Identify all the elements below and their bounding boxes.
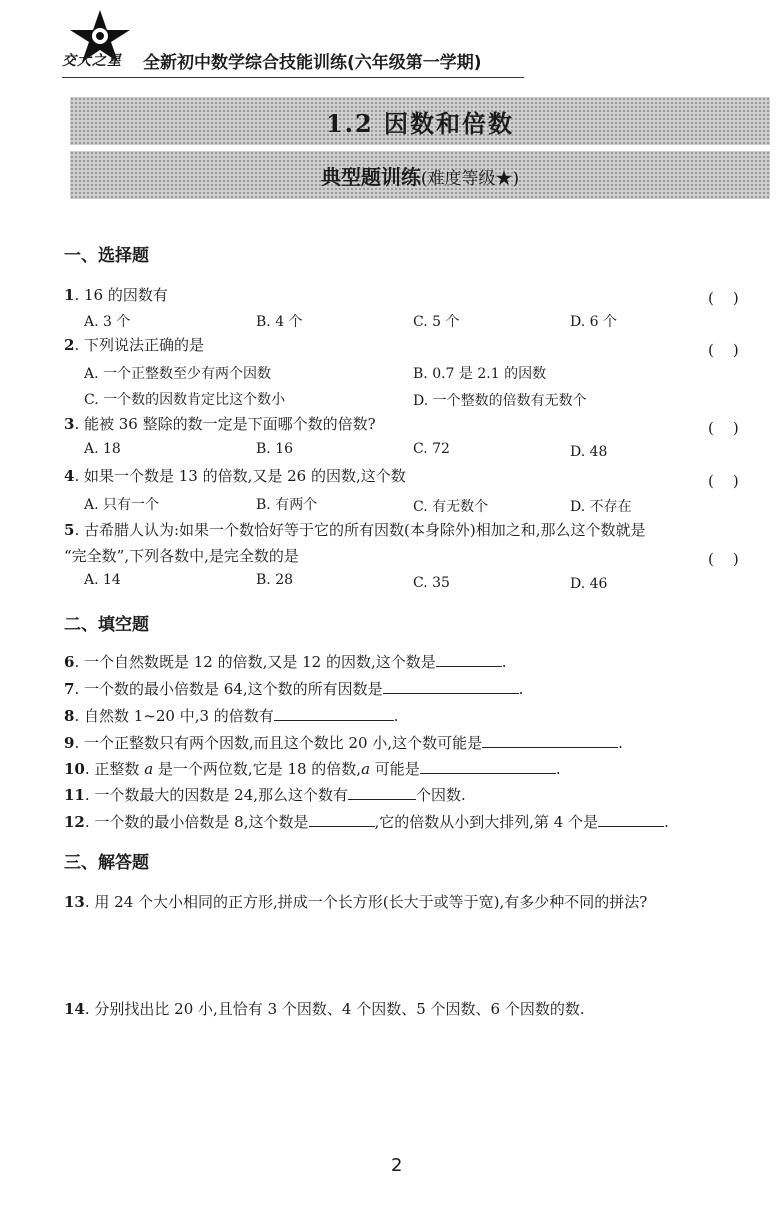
question-number: 1 (64, 286, 75, 304)
question-end: . (518, 680, 524, 698)
option-a: A. 3 个 (84, 314, 131, 330)
answer-blank[interactable] (482, 733, 618, 748)
question-text: 可能是 (370, 760, 420, 778)
question-4 (64, 465, 406, 486)
option-d: D. 不存在 (570, 499, 632, 515)
answer-blank[interactable] (436, 652, 502, 667)
question-8 (64, 705, 399, 726)
subtitle-text: 典型题训练 (320, 164, 421, 189)
option-d: D. 一个整数的倍数有无数个 (413, 393, 587, 409)
question-text: . 能被 36 整除的数一定是下面哪个数的倍数? (74, 415, 376, 433)
question-text: . 16 的因数有 (74, 286, 168, 304)
question-13 (64, 891, 647, 912)
question-end: . (393, 707, 399, 725)
variable-a: a (144, 760, 154, 778)
header-divider (62, 77, 524, 78)
option-b: B. 4 个 (256, 314, 303, 330)
question-9 (64, 732, 623, 753)
option-c: C. 有无数个 (413, 499, 489, 515)
question-text: . 一个自然数既是 12 的倍数,又是 12 的因数,这个数是 (74, 653, 436, 671)
question-end: . (618, 734, 623, 752)
option-b: B. 有两个 (256, 497, 318, 513)
answer-parentheses: ( ) (708, 289, 739, 307)
book-title: 全新初中数学综合技能训练(六年级第一学期) (143, 53, 482, 73)
variable-a: a (361, 760, 371, 778)
section-title: 1.2 因数和倍数 (325, 108, 515, 138)
question-text: 是一个两位数,它是 18 的倍数, (153, 760, 362, 778)
question-number: 6 (64, 653, 75, 671)
option-a: A. 只有一个 (84, 497, 160, 513)
question-10 (64, 758, 561, 779)
question-text: . 古希腊人认为:如果一个数恰好等于它的所有因数(本身除外)相加之和,那么这个数就是 (74, 521, 646, 539)
question-text: . 正整数 (84, 760, 145, 778)
answer-parentheses: ( ) (708, 472, 739, 490)
option-b: B. 28 (256, 572, 294, 588)
question-7 (64, 678, 523, 699)
question-11 (64, 784, 466, 805)
answer-blank[interactable] (420, 759, 556, 774)
question-text: . 一个数的最小倍数是 8,这个数是 (84, 813, 309, 831)
exercise-subtitle (321, 161, 519, 190)
answer-parentheses: ( ) (708, 550, 739, 568)
question-12 (64, 811, 669, 832)
question-14 (64, 998, 585, 1019)
question-3 (64, 413, 376, 434)
question-text: . 一个数最大的因数是 24,那么这个数有 (84, 786, 349, 804)
question-end: . (501, 653, 507, 671)
question-text: ,它的倍数从小到大排列,第 4 个是 (374, 813, 599, 831)
section-heading-fill: 二、填空题 (64, 615, 149, 635)
option-d: D. 48 (570, 444, 608, 460)
question-number: 8 (64, 707, 75, 725)
option-d: D. 6 个 (570, 314, 617, 330)
option-a: A. 14 (84, 572, 121, 588)
answer-blank[interactable] (383, 679, 519, 694)
option-b: B. 0.7 是 2.1 的因数 (413, 366, 547, 382)
question-number: 4 (64, 467, 75, 485)
question-6 (64, 651, 507, 672)
section-title-banner (70, 97, 770, 145)
question-number: 9 (64, 734, 75, 752)
question-number: 10 (64, 760, 85, 778)
question-number: 5 (64, 521, 75, 539)
question-1 (64, 284, 168, 305)
question-number: 7 (64, 680, 75, 698)
option-d: D. 46 (570, 576, 608, 592)
question-text: . 一个数的最小倍数是 64,这个数的所有因数是 (74, 680, 383, 698)
option-c: C. 5 个 (413, 314, 460, 330)
question-end: . (555, 760, 561, 778)
option-c: C. 35 (413, 575, 450, 591)
option-b: B. 16 (256, 441, 294, 457)
publisher-logo-text: 交大之星 (62, 53, 122, 69)
question-number: 11 (64, 786, 85, 804)
subtitle-banner (70, 151, 770, 199)
answer-parentheses: ( ) (708, 419, 739, 437)
question-text: . 一个正整数只有两个因数,而且这个数比 20 小,这个数可能是 (74, 734, 483, 752)
question-number: 2 (64, 336, 75, 354)
option-a: A. 18 (84, 441, 121, 457)
question-number: 12 (64, 813, 85, 831)
question-5-continued: “完全数”,下列各数中,是完全数的是 (64, 547, 299, 565)
question-text: . 用 24 个大小相同的正方形,拼成一个长方形(长大于或等于宽),有多少种不同的拼法? (84, 893, 648, 911)
question-text: . 如果一个数是 13 的倍数,又是 26 的因数,这个数 (74, 467, 406, 485)
answer-blank[interactable] (598, 812, 664, 827)
option-a: A. 一个正整数至少有两个因数 (84, 366, 272, 382)
answer-blank[interactable] (348, 785, 416, 800)
question-end: 个因数. (416, 786, 466, 804)
section-heading-choice: 一、选择题 (64, 246, 149, 266)
option-c: C. 72 (413, 441, 450, 457)
question-number: 13 (64, 893, 85, 911)
question-text: . 分别找出比 20 小,且恰有 3 个因数、4 个因数、5 个因数、6 个因数的数. (84, 1000, 585, 1018)
answer-blank[interactable] (309, 812, 375, 827)
question-number: 14 (64, 1000, 85, 1018)
question-2 (64, 334, 204, 355)
page-number: 2 (391, 1155, 403, 1176)
question-number: 3 (64, 415, 75, 433)
option-c: C. 一个数的因数肯定比这个数小 (84, 392, 286, 408)
answer-blank[interactable] (274, 706, 394, 721)
answer-parentheses: ( ) (708, 341, 739, 359)
question-text: . 下列说法正确的是 (74, 336, 204, 354)
difficulty-level: (难度等级★) (420, 168, 520, 189)
section-heading-answer: 三、解答题 (64, 853, 149, 873)
question-end: . (664, 813, 669, 831)
question-text: . 自然数 1~20 中,3 的倍数有 (74, 707, 274, 725)
question-5 (64, 519, 646, 540)
